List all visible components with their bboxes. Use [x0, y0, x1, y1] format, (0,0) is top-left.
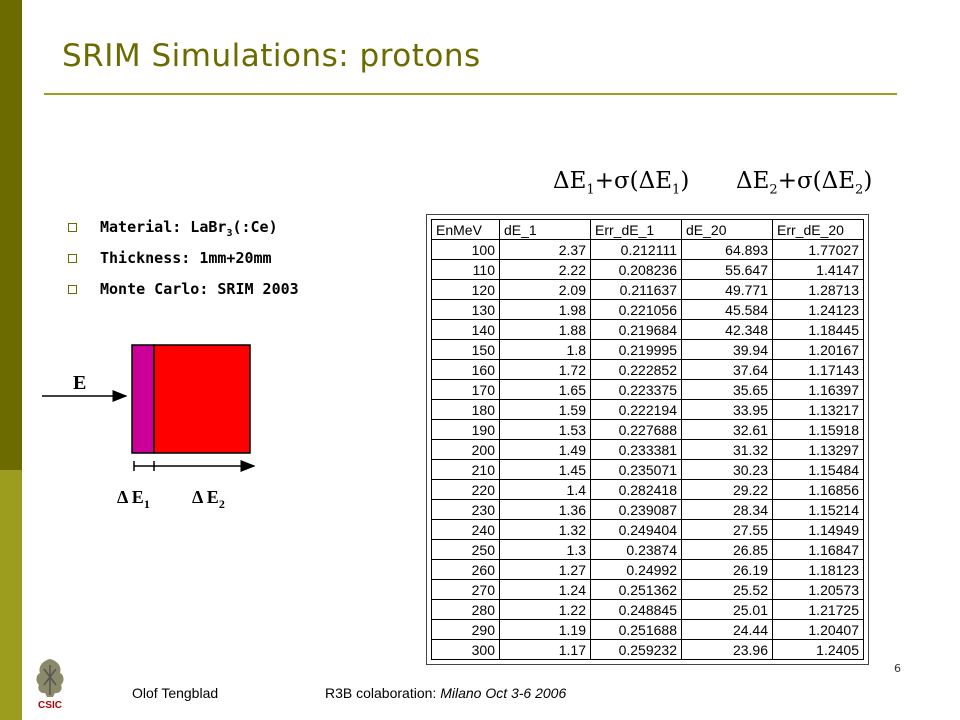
- table-row: [432, 380, 864, 400]
- table-cell: 240: [432, 520, 500, 540]
- column-header: dE_20: [682, 220, 773, 240]
- table-cell: 210: [432, 460, 500, 480]
- svg-text:CSIC: CSIC: [38, 700, 62, 710]
- table-cell: 1.45: [500, 460, 591, 480]
- table-cell: 0.233381: [591, 440, 682, 460]
- table-cell: 1.32: [500, 520, 591, 540]
- square-bullet-icon: [68, 285, 77, 294]
- table-cell: 200: [432, 440, 500, 460]
- table-row: [432, 620, 864, 640]
- table-cell: 1.24123: [773, 300, 864, 320]
- footer-event: R3B colaboration: Milano Oct 3-6 2006: [325, 685, 567, 701]
- table-row: [432, 280, 864, 300]
- table-cell: 230: [432, 500, 500, 520]
- table-cell: 1.13297: [773, 440, 864, 460]
- table-cell: 180: [432, 400, 500, 420]
- table-cell: 1.59: [500, 400, 591, 420]
- formula-de2: $\Delta E_2+\sigma(\Delta E_2)$: [736, 168, 873, 198]
- table-cell: 100: [432, 240, 500, 260]
- table-row: [432, 600, 864, 620]
- table-cell: 1.14949: [773, 520, 864, 540]
- thin-detector-layer: [132, 345, 154, 453]
- table-row: [432, 540, 864, 560]
- table-row: [432, 640, 864, 660]
- table-row: [432, 260, 864, 280]
- table-cell: 31.32: [682, 440, 773, 460]
- table-cell: 30.23: [682, 460, 773, 480]
- table-cell: 1.21725: [773, 600, 864, 620]
- table-cell: 0.222852: [591, 360, 682, 380]
- table-row: [432, 480, 864, 500]
- table-row: [432, 400, 864, 420]
- table-cell: 170: [432, 380, 500, 400]
- table-cell: 42.348: [682, 320, 773, 340]
- table-row: [432, 500, 864, 520]
- table-row: [432, 460, 864, 480]
- table-cell: 0.219995: [591, 340, 682, 360]
- table-cell: 1.4: [500, 480, 591, 500]
- table-cell: 2.37: [500, 240, 591, 260]
- table-cell: 300: [432, 640, 500, 660]
- table-cell: 0.249404: [591, 520, 682, 540]
- table-cell: 0.282418: [591, 480, 682, 500]
- page-number: 6: [894, 662, 901, 675]
- left-decor-bar-bottom: [0, 470, 22, 720]
- table-cell: 250: [432, 540, 500, 560]
- table-cell: 270: [432, 580, 500, 600]
- table-cell: 1.20167: [773, 340, 864, 360]
- table-cell: 45.584: [682, 300, 773, 320]
- table-cell: 220: [432, 480, 500, 500]
- de1-label: Δ $E_1$: [117, 487, 150, 511]
- table-cell: 1.17: [500, 640, 591, 660]
- table-cell: 1.72: [500, 360, 591, 380]
- formula-de1: $\Delta E_1+\sigma(\Delta E_1)$: [553, 168, 690, 198]
- table-cell: 280: [432, 600, 500, 620]
- table-cell: 0.212111: [591, 240, 682, 260]
- table-cell: 1.15484: [773, 460, 864, 480]
- table-cell: 0.259232: [591, 640, 682, 660]
- bullet-item-thickness: Thickness: 1mm+20mm: [68, 249, 299, 280]
- table-cell: 1.16856: [773, 480, 864, 500]
- table-cell: 1.13217: [773, 400, 864, 420]
- beam-label: E: [73, 372, 87, 394]
- table-cell: 2.09: [500, 280, 591, 300]
- table-row: [432, 440, 864, 460]
- table-cell: 110: [432, 260, 500, 280]
- table-cell: 1.18123: [773, 560, 864, 580]
- column-header: Err_dE_20: [773, 220, 864, 240]
- table-cell: 1.98: [500, 300, 591, 320]
- table-cell: 1.24: [500, 580, 591, 600]
- table-cell: 1.27: [500, 560, 591, 580]
- table-row: [432, 580, 864, 600]
- table-cell: 64.893: [682, 240, 773, 260]
- table-cell: 39.94: [682, 340, 773, 360]
- table-cell: 37.64: [682, 360, 773, 380]
- table-row: [432, 520, 864, 540]
- table-cell: 290: [432, 620, 500, 640]
- table-cell: 24.44: [682, 620, 773, 640]
- table-header-row: [432, 220, 864, 240]
- column-header: Err_dE_1: [591, 220, 682, 240]
- energy-loss-table: [431, 219, 864, 660]
- de2-label: Δ $E_2$: [192, 487, 225, 511]
- table-cell: 0.24992: [591, 560, 682, 580]
- table-cell: 1.15918: [773, 420, 864, 440]
- table-cell: 1.77027: [773, 240, 864, 260]
- table-row: [432, 240, 864, 260]
- table-row: [432, 360, 864, 380]
- bullet-item-montecarlo: Monte Carlo: SRIM 2003: [68, 280, 299, 311]
- table-row: [432, 340, 864, 360]
- bullet-item-material: Material: LaBr$_3$(:Ce): [68, 218, 299, 249]
- table-cell: 1.88: [500, 320, 591, 340]
- table-cell: 32.61: [682, 420, 773, 440]
- table-cell: 150: [432, 340, 500, 360]
- left-decor-bar-top: [0, 0, 22, 470]
- table-row: [432, 320, 864, 340]
- table-cell: 26.19: [682, 560, 773, 580]
- table-cell: 0.251688: [591, 620, 682, 640]
- table-cell: 0.251362: [591, 580, 682, 600]
- thick-detector-layer: [154, 345, 250, 453]
- table-cell: 55.647: [682, 260, 773, 280]
- table-row: [432, 560, 864, 580]
- table-cell: 120: [432, 280, 500, 300]
- column-header: EnMeV: [432, 220, 500, 240]
- table-cell: 1.28713: [773, 280, 864, 300]
- table-cell: 1.36: [500, 500, 591, 520]
- table-cell: 1.19: [500, 620, 591, 640]
- table-cell: 1.17143: [773, 360, 864, 380]
- title-divider: [44, 93, 897, 95]
- table-cell: 0.219684: [591, 320, 682, 340]
- table-body: [432, 240, 864, 660]
- table-cell: 0.239087: [591, 500, 682, 520]
- table-cell: 0.248845: [591, 600, 682, 620]
- csic-logo: [30, 655, 70, 710]
- table-cell: 2.22: [500, 260, 591, 280]
- table-cell: 27.55: [682, 520, 773, 540]
- table-cell: 0.227688: [591, 420, 682, 440]
- table-cell: 1.16847: [773, 540, 864, 560]
- table-cell: 1.2405: [773, 640, 864, 660]
- table-cell: 29.22: [682, 480, 773, 500]
- slide-title: SRIM Simulations: protons: [62, 38, 481, 74]
- table-cell: 0.222194: [591, 400, 682, 420]
- table-cell: 25.52: [682, 580, 773, 600]
- table-cell: 1.16397: [773, 380, 864, 400]
- table-cell: 25.01: [682, 600, 773, 620]
- table-cell: 28.34: [682, 500, 773, 520]
- table-cell: 26.85: [682, 540, 773, 560]
- table-cell: 1.3: [500, 540, 591, 560]
- table-cell: 1.4147: [773, 260, 864, 280]
- energy-loss-table-frame: [426, 214, 869, 665]
- table-cell: 1.65: [500, 380, 591, 400]
- table-cell: 1.20573: [773, 580, 864, 600]
- table-cell: 130: [432, 300, 500, 320]
- table-cell: 33.95: [682, 400, 773, 420]
- table-cell: 0.23874: [591, 540, 682, 560]
- table-cell: 190: [432, 420, 500, 440]
- table-cell: 160: [432, 360, 500, 380]
- table-cell: 260: [432, 560, 500, 580]
- table-cell: 0.211637: [591, 280, 682, 300]
- table-cell: 0.208236: [591, 260, 682, 280]
- table-cell: 35.65: [682, 380, 773, 400]
- table-cell: 23.96: [682, 640, 773, 660]
- footer-author: Olof Tengblad: [132, 685, 219, 701]
- table-row: [432, 300, 864, 320]
- square-bullet-icon: [68, 254, 77, 263]
- table-cell: 140: [432, 320, 500, 340]
- table-cell: 1.15214: [773, 500, 864, 520]
- table-cell: 0.221056: [591, 300, 682, 320]
- table-cell: 0.235071: [591, 460, 682, 480]
- table-cell: 49.771: [682, 280, 773, 300]
- table-cell: 0.223375: [591, 380, 682, 400]
- table-cell: 1.8: [500, 340, 591, 360]
- table-row: [432, 420, 864, 440]
- table-cell: 1.49: [500, 440, 591, 460]
- table-cell: 1.18445: [773, 320, 864, 340]
- table-cell: 1.22: [500, 600, 591, 620]
- square-bullet-icon: [68, 223, 77, 232]
- table-cell: 1.53: [500, 420, 591, 440]
- bullet-list: [68, 218, 299, 311]
- table-cell: 1.20407: [773, 620, 864, 640]
- column-header: dE_1: [500, 220, 591, 240]
